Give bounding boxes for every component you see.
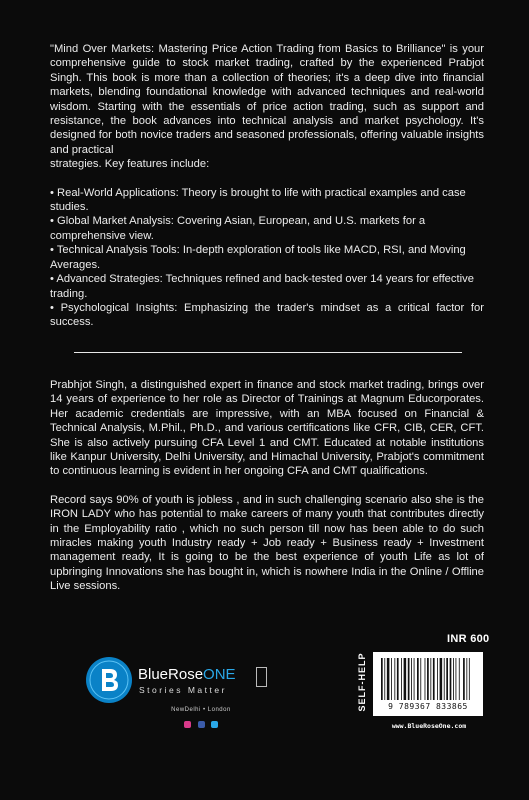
feature-list <box>50 186 484 330</box>
isbn-number: 9 789367 833865 <box>388 702 468 711</box>
barcode-bar <box>391 658 392 700</box>
barcode-bar <box>425 658 426 700</box>
barcode-bar <box>444 658 445 700</box>
barcode-bar <box>456 658 457 700</box>
barcode-bar <box>404 658 407 700</box>
publisher-cities: NewDelhi • London <box>171 707 231 713</box>
feature-item: • Psychological Insights: Emphasizing the trader's mindset as a critical factor for success. <box>50 301 484 329</box>
barcode-bar <box>387 658 390 700</box>
barcode-bar <box>446 658 448 700</box>
author-bio <box>50 378 484 608</box>
barcode-bar <box>420 658 421 700</box>
barcode-bar <box>440 658 443 700</box>
publisher-badge <box>256 667 267 687</box>
barcode-bar <box>384 658 385 700</box>
twitter-icon <box>211 721 218 728</box>
barcode-bar <box>469 658 470 700</box>
barcode-bar <box>408 658 410 700</box>
barcode-bar <box>463 658 465 700</box>
barcode-bar <box>450 658 452 700</box>
book-description <box>50 42 484 330</box>
barcode-bar <box>430 658 431 700</box>
description-intro: "Mind Over Markets: Mastering Price Action Trading from Basics to Brilliance" is your comprehensive guide to stock market trading, crafted by the experienced Prabjot Singh. This book is more than a collection of theories; it's a deep dive into financial markets, blending foundational knowledge with advanced techniques and real-world wisdom. Starting with the essentials of price action trading, such as support and resistance, the book advances into technical analysis and market psychology. It's designed for both novice traders and seasoned professionals, offering valuable insights and practical <box>50 43 484 156</box>
barcode-bar <box>401 658 402 700</box>
barcode-bar <box>414 658 415 700</box>
barcode-bar <box>394 658 395 700</box>
barcode-bar <box>427 658 429 700</box>
publisher-tagline: Stories Matter <box>139 685 227 695</box>
facebook-icon <box>198 721 205 728</box>
feature-item: • Global Market Analysis: Covering Asian, European, and U.S. markets for a comprehensive view. <box>50 215 426 242</box>
instagram-icon <box>184 721 191 728</box>
feature-item: • Real-World Applications: Theory is brought to life with practical examples and case studies. <box>50 186 466 214</box>
barcode-bar <box>381 658 383 700</box>
bio-paragraph: Prabhjot Singh, a distinguished expert in finance and stock market trading, brings over 14 years of experience to her role as Director of Trainings at Magnum Educorporates. Her academic credentials are impressive, with an MBA focused on Financial & Technical Analysis, M.Phil., Ph.D., and various certifications like CFR, CIB, CER, CFT. She is also actively pursuing CFA Level 1 and CMT. Educated at notable institutions like Kanpur University, Delhi University, and Himachal University, Prabjot's commitment to continuous learning is evident in her ongoing CFA and CMT qualifications. <box>50 379 484 478</box>
bluerose-b-icon <box>86 657 132 703</box>
barcode-bar <box>411 658 412 700</box>
publisher-name: BlueRoseONE <box>138 666 236 683</box>
feature-item: • Advanced Strategies: Techniques refined and back-tested over 14 years for effective trading. <box>50 273 474 300</box>
price-label: INR 600 <box>447 633 490 645</box>
barcode-bar <box>453 658 454 700</box>
social-icons <box>86 716 316 734</box>
publisher-website: www.BlueRoseOne.com <box>391 722 467 730</box>
barcode-bar <box>433 658 435 700</box>
barcode-bar <box>437 658 438 700</box>
barcode-bar <box>466 658 467 700</box>
category-label: SELF-HELP <box>357 652 367 712</box>
feature-item: • Technical Analysis Tools: In-depth exploration of tools like MACD, RSI, and Moving Averages. <box>50 244 466 271</box>
barcode-bar <box>397 658 399 700</box>
bio-paragraph: Record says 90% of youth is jobless , and in such challenging scenario also she is the IRON LADY who has potential to make careers of many youth that contributes directly in the Employability ratio , which no such person till now has been able to do such miracles making youth Industry ready + Job ready + Business ready + Investment management ready, It is going to be the best experience of youth Life as lot of upbringing Innovations she has bought in, which is nowhere India in the Online / Offline Live sessions. <box>50 493 484 593</box>
description-intro-end: strategies. Key features include: <box>50 158 210 171</box>
barcode-bar <box>459 658 460 700</box>
barcode-bar <box>417 658 419 700</box>
section-divider <box>74 352 462 353</box>
